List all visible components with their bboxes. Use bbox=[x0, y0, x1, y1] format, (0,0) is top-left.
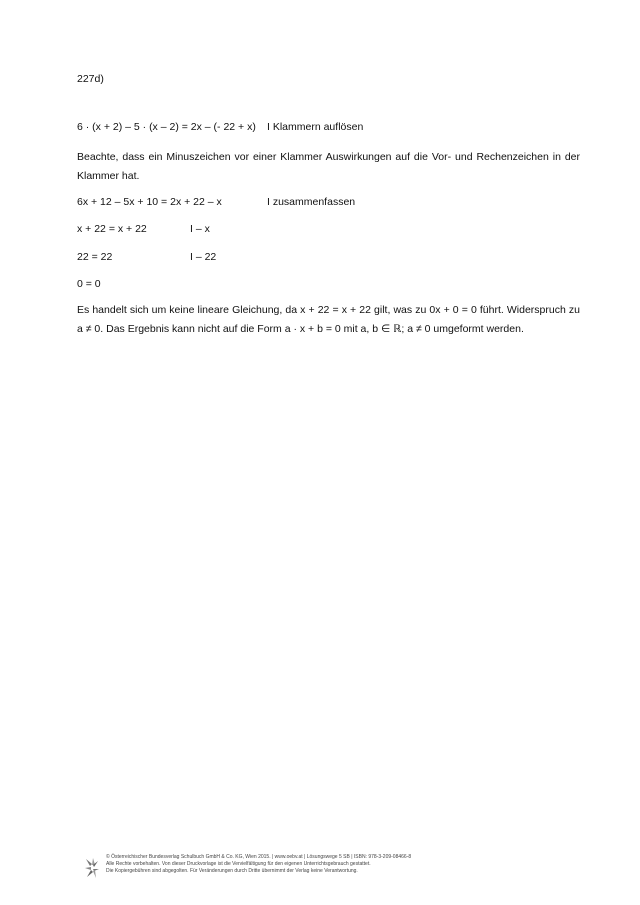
step5-equation: 0 = 0 bbox=[77, 278, 101, 290]
footer-line-2: Alle Rechte vorbehalten. Von dieser Druckvorlage ist die Vervielfältigung für den eigenen Unterrichtsgebrauch gestattet. bbox=[106, 861, 371, 868]
step2-comment: I zusammenfassen bbox=[267, 196, 356, 208]
publisher-logo-icon bbox=[84, 857, 100, 879]
step1-equation: 6 · (x + 2) – 5 · (x – 2) = 2x – (- 22 + x) bbox=[77, 121, 256, 133]
step3-comment: I – x bbox=[190, 223, 210, 235]
step3-equation: x + 22 = x + 22 bbox=[77, 223, 147, 235]
step4-comment: I – 22 bbox=[190, 251, 217, 263]
footer-line-3: Die Kopiergebühren sind abgegolten. Für Veränderungen durch Dritte übernimmt der Verlag keine Verantwortung. bbox=[106, 868, 358, 875]
conclusion-paragraph: Es handelt sich um keine lineare Gleichung, da x + 22 = x + 22 gilt, was zu 0x + 0 = 0 führt. Widerspruch zu a ≠ 0. Das Ergebnis kann nicht auf die Form a · x + b = 0 mit a, b ∈ ℝ; a ≠ 0 umgeformt werden. bbox=[77, 304, 580, 335]
footer-copyright bbox=[106, 854, 411, 876]
exercise-number: 227d) bbox=[77, 73, 104, 85]
note-paragraph: Beachte, dass ein Minuszeichen vor einer Klammer Auswirkungen auf die Vor- und Rechenzeichen in der Klammer hat. bbox=[77, 151, 580, 182]
step1-comment: I Klammern auflösen bbox=[267, 121, 364, 133]
footer-line-1: © Österreichischer Bundesverlag Schulbuch GmbH & Co. KG, Wien 2015. | www.oebv.at | Lösungswege 5 SB | ISBN: 978-3-209-08466-8 bbox=[106, 854, 412, 860]
step2-equation: 6x + 12 – 5x + 10 = 2x + 22 – x bbox=[77, 196, 222, 208]
step4-equation: 22 = 22 bbox=[77, 251, 113, 263]
